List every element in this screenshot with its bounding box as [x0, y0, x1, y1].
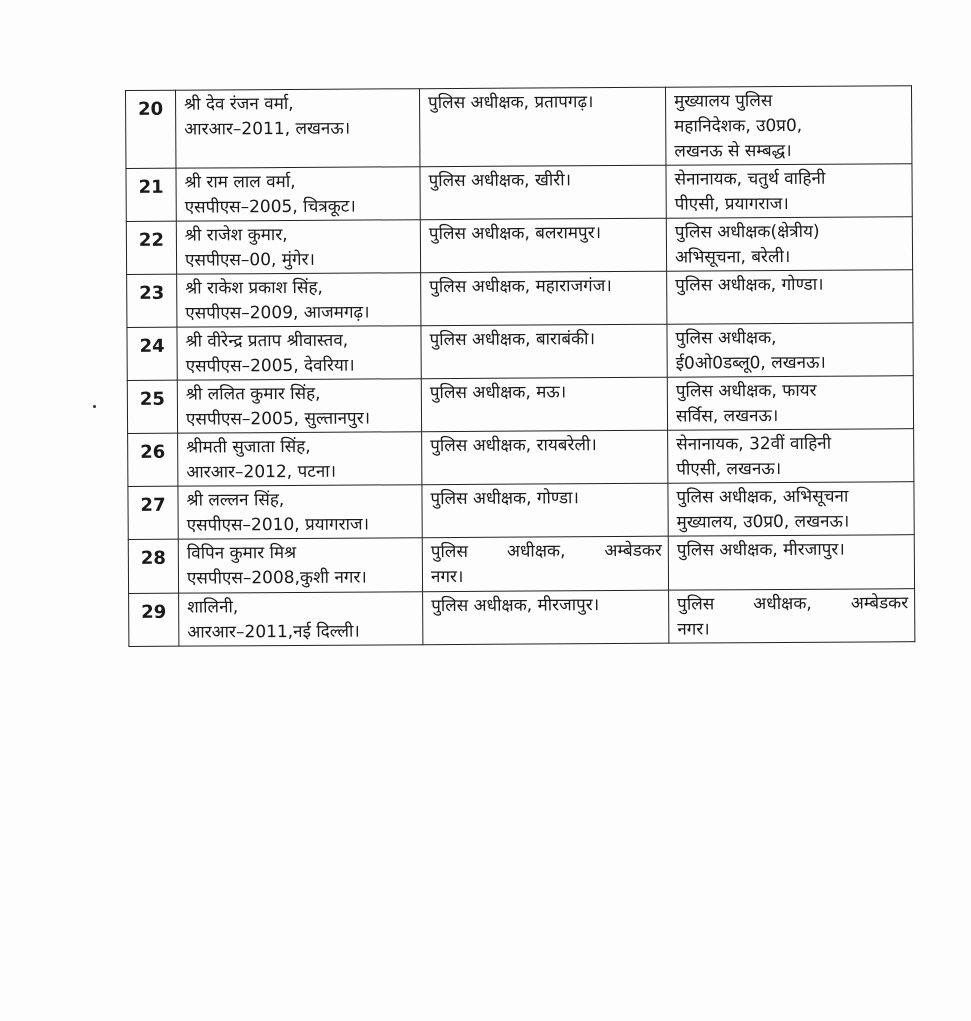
cell-line: पुलिस अधीक्षक, महाराजगंज।	[429, 276, 612, 298]
cell-line: सर्विस, लखनऊ।	[675, 406, 779, 427]
officer-name-cell	[178, 485, 422, 539]
serial-number: 28	[128, 539, 178, 593]
cell-line: पुलिस अधीक्षक, मऊ।	[429, 382, 567, 404]
cell-line: पीएसी, लखनऊ।	[676, 458, 782, 480]
cell-line: श्री राजेश कुमार,	[184, 225, 288, 246]
table-row	[129, 589, 915, 647]
current-posting-cell	[422, 536, 668, 592]
current-posting-cell	[423, 590, 669, 645]
officer-name-cell	[178, 538, 422, 593]
cell-line: श्री लल्लन सिंह,	[186, 490, 285, 511]
cell-line: महानिदेशक, उ0प्र0,	[674, 115, 803, 137]
cell-line: पुलिस अधीक्षक, गोण्डा।	[430, 488, 579, 510]
table-row	[126, 164, 912, 222]
cell-line: पुलिस अधीक्षक, खीरी।	[428, 170, 572, 192]
cell-line: पुलिस अधीक्षक, बाराबंकी।	[429, 329, 596, 351]
cell-line: पीएसी, प्रयागराज।	[674, 193, 789, 215]
transfer-table	[125, 85, 915, 647]
cell-line: नगर।	[677, 619, 710, 640]
cell-line: पुलिस अधीक्षक, अभिसूचना	[676, 486, 849, 508]
serial-number: 23	[127, 274, 177, 327]
cell-line: एसपीएस–2010, प्रयागराज।	[186, 514, 370, 536]
serial-number: 21	[126, 168, 176, 221]
cell-line: एसपीएस–2009, आजमगढ़।	[185, 302, 370, 324]
table-row	[127, 270, 913, 328]
current-posting-cell	[421, 324, 667, 379]
serial-number: 22	[126, 221, 176, 274]
cell-line: विपिन कुमार मिश्र	[186, 542, 297, 564]
cell-line: श्री देव रंजन वर्मा,	[184, 93, 294, 115]
new-posting-cell	[668, 535, 914, 591]
table-row	[128, 429, 914, 487]
cell-line: श्री ललित कुमार सिंह,	[185, 383, 321, 405]
serial-number: 27	[128, 486, 178, 539]
cell-line: एसपीएस–2008,कुशी नगर।	[186, 567, 367, 589]
cell-line: मुख्यालय, उ0प्र0, लखनऊ।	[676, 511, 850, 533]
cell-line: ई0ओ0डब्लू0, लखनऊ।	[675, 352, 826, 374]
cell-line: पुलिस अधीक्षक, बलरामपुर।	[428, 223, 602, 245]
cell-line: शालिनी,	[187, 597, 239, 618]
officer-name-cell	[176, 220, 420, 274]
cell-line: श्री राम लाल वर्मा,	[184, 171, 296, 193]
cell-line: श्रीमती सुजाता सिंह,	[186, 436, 311, 458]
officer-name-cell	[176, 167, 420, 221]
table-row	[128, 535, 914, 594]
cell-line: एसपीएस–00, मुंगेर।	[184, 249, 316, 271]
new-posting-cell	[667, 376, 913, 431]
serial-number: 29	[129, 593, 179, 646]
cell-line: पुलिस अधीक्षक, प्रतापगढ़।	[428, 92, 594, 114]
cell-line: पुलिस अधीक्षक, फायर	[675, 380, 817, 402]
cell-line: श्री राकेश प्रकाश सिंह,	[185, 277, 323, 299]
serial-number: 24	[127, 327, 177, 380]
cell-line: एसपीएस–2005, सुल्तानपुर।	[185, 408, 371, 430]
cell-line: आरआर–2011,नई दिल्ली।	[187, 621, 360, 643]
cell-line: एसपीएस–2005, देवरिया।	[185, 355, 355, 377]
cell-line: पुलिस अधीक्षक, मीरजापुर।	[676, 539, 845, 561]
cell-line: अभिसूचना, बरेली।	[674, 246, 791, 268]
new-posting-cell	[666, 164, 912, 219]
current-posting-cell	[420, 165, 666, 220]
cell-line: पुलिस अधीक्षक, रायबरेली।	[430, 435, 597, 457]
cell-line: पुलिस अधीक्षक,	[675, 328, 777, 349]
new-posting-cell	[668, 429, 914, 484]
cell-line: लखनऊ से सम्बद्ध।	[674, 140, 792, 162]
officer-name-cell	[176, 89, 420, 168]
current-posting-cell	[421, 377, 667, 432]
current-posting-cell	[420, 218, 666, 273]
officer-name-cell	[177, 273, 421, 327]
current-posting-cell	[422, 430, 668, 485]
cell-line: आरआर–2012, पटना।	[186, 461, 337, 483]
officer-name-cell	[177, 379, 421, 433]
transfer-table-body	[126, 86, 915, 647]
cell-line: सेनानायक, 32वीं वाहिनी	[676, 433, 832, 455]
current-posting-cell	[419, 87, 665, 167]
cell-line: पुलिस अधीक्षक, गोण्डा।	[675, 274, 824, 296]
table-row	[127, 323, 913, 381]
serial-number: 25	[127, 380, 177, 433]
cell-line: मुख्यालय पुलिस	[674, 91, 773, 112]
table-row	[127, 376, 913, 434]
new-posting-cell	[669, 589, 915, 644]
new-posting-cell	[667, 323, 913, 378]
officer-name-cell	[178, 432, 422, 486]
cell-line: नगर।	[430, 566, 464, 588]
officer-name-cell	[177, 326, 421, 380]
new-posting-cell	[665, 86, 911, 166]
cell-line: पुलिस अधीक्षक(क्षेत्रीय)	[674, 221, 820, 243]
table-row	[126, 86, 912, 169]
stray-mark	[93, 405, 96, 408]
table-row	[128, 482, 914, 540]
cell-line: पुलिस अधीक्षक, मीरजापुर।	[431, 595, 600, 617]
serial-number: 20	[126, 90, 176, 168]
current-posting-cell	[422, 483, 668, 538]
new-posting-cell	[667, 270, 913, 325]
cell-line: एसपीएस–2005, चित्रकूट।	[184, 196, 356, 218]
new-posting-cell	[668, 482, 914, 537]
cell-line: आरआर–2011, लखनऊ।	[184, 118, 351, 140]
cell-line: पुलिस अधीक्षक, अम्बेडकर	[430, 540, 662, 563]
table-row	[126, 217, 912, 275]
cell-line: सेनानायक, चतुर्थ वाहिनी	[674, 168, 826, 190]
cell-line: श्री वीरेन्द्र प्रताप श्रीवास्तव,	[185, 330, 349, 352]
cell-line: पुलिस अधीक्षक, अम्बेडकर	[677, 593, 909, 615]
new-posting-cell	[666, 217, 912, 272]
serial-number: 26	[128, 433, 178, 486]
officer-name-cell	[179, 592, 423, 646]
current-posting-cell	[421, 271, 667, 326]
